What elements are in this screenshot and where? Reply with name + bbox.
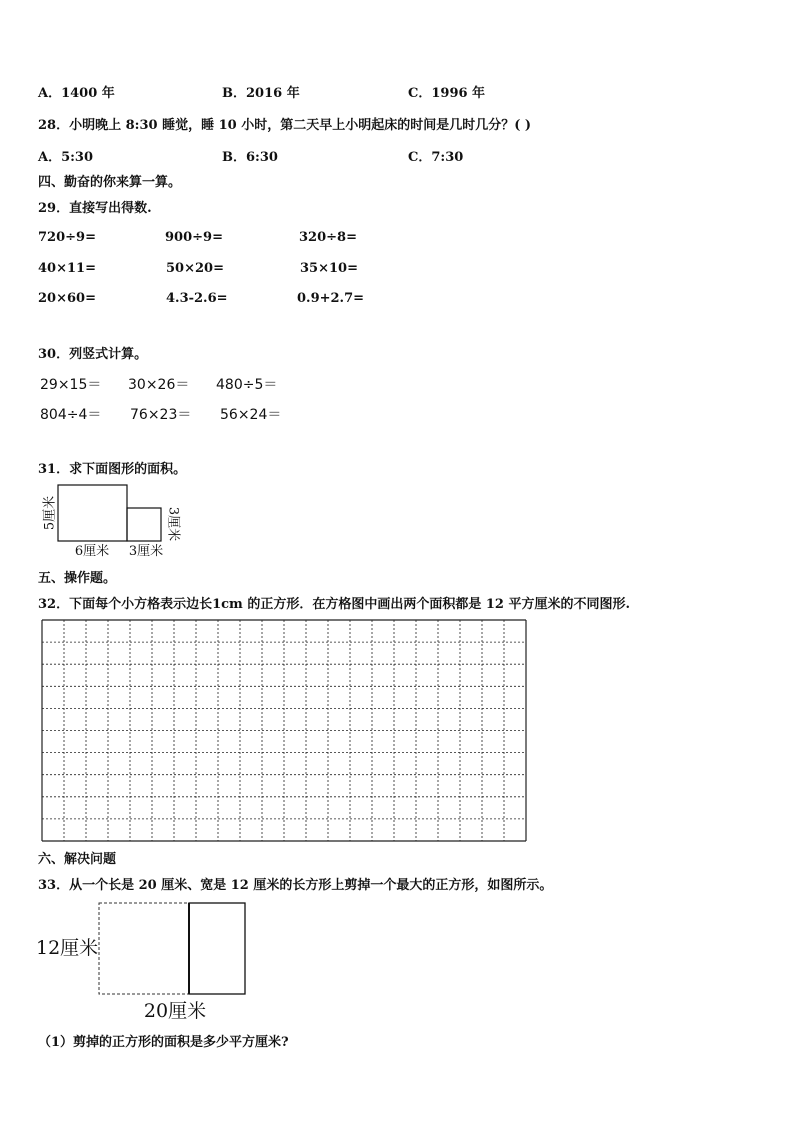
- q29-cell-r3c1: 20×60=: [38, 291, 96, 306]
- q33-question: 33．从一个长是 20 厘米、宽是 12 厘米的长方形上剪掉一个最大的正方形，如图所示。: [38, 878, 553, 893]
- q33-sub1: （1）剪掉的正方形的面积是多少平方厘米?: [38, 1035, 289, 1050]
- q29-question: 29．直接写出得数.: [38, 201, 152, 216]
- q29-cell-r1c1: 720÷9=: [38, 230, 96, 245]
- q27-option-c[interactable]: C．1996 年: [408, 86, 486, 101]
- q29-cell-r2c3: 35×10=: [300, 261, 358, 276]
- q33-cut-square: [189, 903, 245, 994]
- q29-cell-r1c3: 320÷8=: [299, 230, 357, 245]
- q29-cell-r3c2: 4.3-2.6=: [166, 291, 228, 306]
- q31-big-width-label: 6厘米: [74, 544, 110, 559]
- q32-question: 32．下面每个小方格表示边长1cm 的正方形．在方格图中画出两个面积都是 12 平方厘米的不同图形.: [38, 597, 631, 612]
- q28-question: 28．小明晚上 8:30 睡觉，睡 10 小时，第二天早上小明起床的时间是几时几分？( ): [38, 118, 532, 133]
- q31-left-height-label: 5厘米: [42, 495, 58, 531]
- q29-cell-r2c1: 40×11=: [38, 261, 96, 276]
- q31-right-height-label: 3厘米: [165, 506, 181, 542]
- q28-option-c[interactable]: C．7:30: [408, 150, 464, 165]
- q31-question: 31．求下面图形的面积。: [38, 462, 187, 477]
- q31-small-width-label: 3厘米: [128, 544, 164, 559]
- section5-title: 五、操作题。: [38, 571, 117, 586]
- q33-width-label: 12厘米: [36, 937, 99, 959]
- q29-cell-r3c3: 0.9+2.7=: [297, 291, 365, 306]
- q30-cell-r2c1: 804÷4＝: [40, 407, 102, 423]
- q28-option-b[interactable]: B．6:30: [222, 150, 278, 165]
- q28-option-a[interactable]: A．5:30: [38, 150, 94, 165]
- q30-cell-r1c1: 29×15＝: [40, 377, 102, 393]
- q29-cell-r2c2: 50×20=: [166, 261, 224, 276]
- q30-cell-r2c2: 76×23＝: [130, 407, 192, 423]
- q33-length-label: 20厘米: [143, 1000, 207, 1022]
- q33-remaining-part: [99, 903, 189, 994]
- q30-cell-r1c3: 480÷5＝: [216, 377, 278, 393]
- q29-cell-r1c2: 900÷9=: [165, 230, 223, 245]
- section6-title: 六、解决问题: [38, 852, 117, 867]
- q30-question: 30．列竖式计算。: [38, 347, 148, 362]
- q30-cell-r2c3: 56×24＝: [220, 407, 282, 423]
- q27-option-b[interactable]: B．2016 年: [222, 86, 300, 101]
- q27-option-a[interactable]: A．1400 年: [38, 86, 115, 101]
- q30-cell-r1c2: 30×26＝: [128, 377, 190, 393]
- section4-title: 四、勤奋的你来算一算。: [38, 175, 182, 190]
